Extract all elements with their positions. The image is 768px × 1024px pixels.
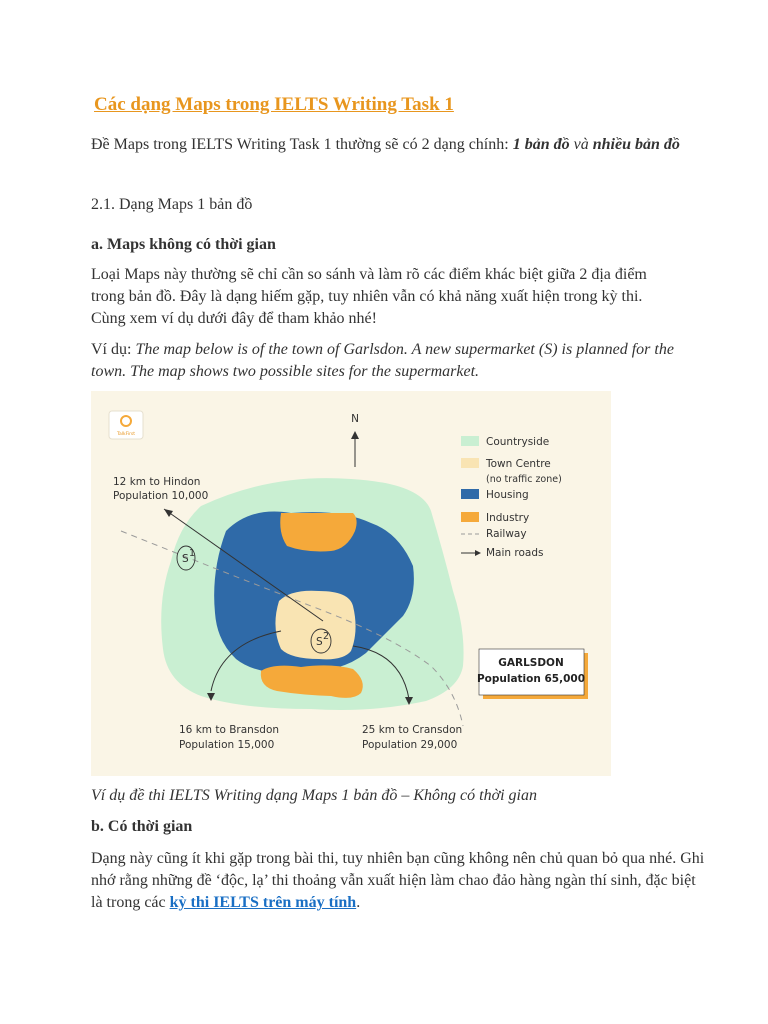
- legend-industry: Industry: [486, 512, 530, 524]
- svg-text:S: S: [182, 553, 189, 565]
- intro-middle: và: [569, 136, 593, 153]
- section-2-1-heading: 2.1. Dạng Maps 1 bản đồ: [91, 196, 253, 213]
- example-quote: The map below is of the town of Garlsdon. A new supermarket (S) is planned for the town. The map shows two possible sites for the supermarket.: [91, 341, 674, 380]
- legend-housing: Housing: [486, 489, 529, 501]
- article-title[interactable]: Các dạng Maps trong IELTS Writing Task 1: [94, 94, 454, 115]
- cransdon-population-label: Population 29,000: [362, 739, 458, 751]
- legend-countryside: Countryside: [486, 436, 550, 448]
- garlsdon-map: [91, 391, 611, 776]
- intro-prefix: Đề Maps trong IELTS Writing Task 1 thường sẽ có 2 dạng chính:: [91, 136, 513, 153]
- town-centre-area: [275, 591, 355, 660]
- legend-swatch-countryside: [461, 436, 479, 446]
- hindon-population-label: Population 10,000: [113, 490, 209, 502]
- garlsdon-population: Population 65,000: [476, 673, 586, 685]
- legend-railway: Railway: [486, 528, 527, 540]
- legend-swatch-industry: [461, 512, 479, 522]
- garlsdon-map-figure: [91, 391, 611, 776]
- hindon-distance-label: 12 km to Hindon: [113, 476, 201, 488]
- intro-bold-many-maps: nhiều bản đồ: [592, 136, 680, 153]
- example-paragraph: [91, 339, 691, 383]
- talkfirst-logo: [109, 411, 143, 439]
- intro-bold-one-map: 1 bản đồ: [512, 136, 570, 153]
- figure-caption: Ví dụ đề thi IELTS Writing dạng Maps 1 bản đồ – Không có thời gian: [91, 787, 537, 804]
- heading-a: a. Maps không có thời gian: [91, 236, 276, 253]
- legend-main-roads: Main roads: [486, 547, 544, 559]
- garlsdon-callout: [477, 649, 588, 699]
- description-b-text: Dạng này cũng ít khi gặp trong bài thi, tuy nhiên bạn cũng không nên chủ quan bỏ qua nhé. Ghi nhớ rằng những đề ‘độc, lạ’ thi thoảng vẫn xuất hiện làm chao đảo hàng ngàn thí sinh, đặc biệt là trong các: [91, 850, 705, 911]
- svg-text:S: S: [316, 636, 323, 648]
- intro-paragraph: [91, 134, 691, 156]
- cransdon-distance-label: 25 km to Cransdon: [362, 724, 463, 736]
- svg-text:2: 2: [323, 631, 330, 642]
- bransdon-population-label: Population 15,000: [179, 739, 275, 751]
- bransdon-distance-label: 16 km to Bransdon: [179, 724, 280, 736]
- heading-b: b. Có thời gian: [91, 818, 193, 835]
- garlsdon-name: GARLSDON: [498, 657, 564, 669]
- svg-text:N: N: [351, 413, 359, 425]
- legend-town-centre-note: (no traffic zone): [486, 474, 562, 485]
- legend-swatch-housing: [461, 489, 479, 499]
- example-prefix: Ví dụ:: [91, 341, 136, 358]
- legend-town-centre: Town Centre: [486, 458, 551, 470]
- description-b-suffix: .: [356, 894, 361, 911]
- computer-ielts-link[interactable]: kỳ thi IELTS trên máy tính: [169, 894, 357, 911]
- legend-swatch-town-centre: [461, 458, 479, 468]
- description-a: Loại Maps này thường sẽ chỉ cần so sánh và làm rõ các điểm khác biệt giữa 2 địa điểm trong bản đồ. Đây là dạng hiếm gặp, tuy nhiên vẫn có khả năng xuất hiện trong kỳ thi. Cùng xem ví dụ dưới đây để tham khảo nhé!: [91, 266, 647, 327]
- svg-text:1: 1: [189, 548, 196, 559]
- svg-text:TalkFirst: TalkFirst: [116, 432, 136, 437]
- callout-box: [476, 649, 586, 695]
- description-b: [91, 848, 711, 914]
